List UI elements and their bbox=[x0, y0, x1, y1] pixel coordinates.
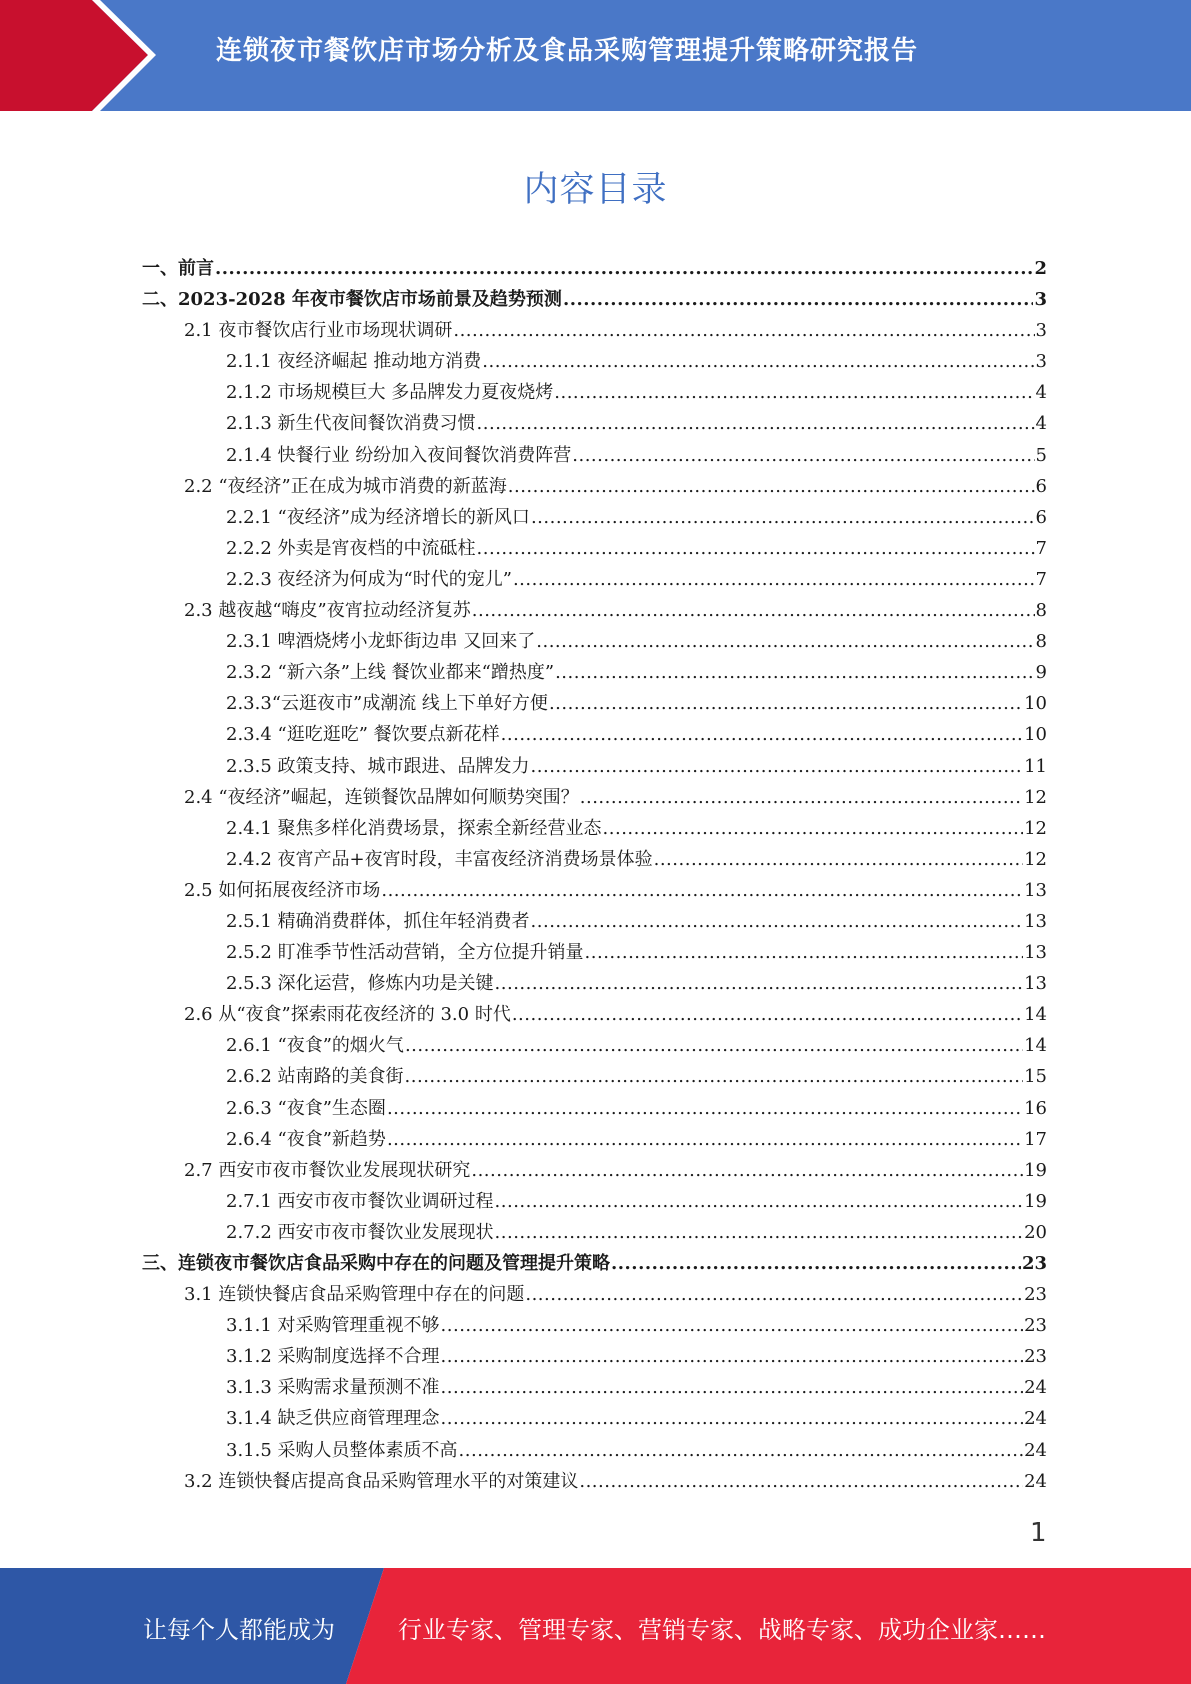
toc-entry[interactable] bbox=[0, 346, 1191, 377]
footer-slogan-left: 让每个人都能成为 bbox=[143, 1616, 335, 1644]
dot-leader bbox=[512, 999, 1023, 1030]
dot-leader bbox=[387, 1093, 1023, 1124]
toc-entry[interactable] bbox=[0, 1124, 1191, 1155]
header-band bbox=[0, 0, 1191, 111]
dot-leader bbox=[579, 1466, 1023, 1497]
toc-entry-label: 2.3.2 “新六条”上线 餐饮业都来“蹭热度” bbox=[226, 662, 555, 684]
toc-entry-label: 2.2.1 “夜经济”成为经济增长的新风口 bbox=[226, 506, 530, 528]
toc-entry-page: 23 bbox=[1021, 1253, 1047, 1274]
toc-entry-label: 2.6 从“夜食”探索雨花夜经济的 3.0 时代 bbox=[184, 1004, 511, 1026]
toc-entry-label: 二、2023-2028 年夜市餐饮店市场前景及趋势预测 bbox=[142, 289, 562, 311]
toc-entry-label: 2.1.3 新生代夜间餐饮消费习惯 bbox=[226, 413, 476, 435]
dot-leader bbox=[471, 1155, 1023, 1186]
toc-entry[interactable] bbox=[0, 1030, 1191, 1061]
toc-entry-page: 4 bbox=[1035, 413, 1047, 435]
toc-entry-label: 3.1 连锁快餐店食品采购管理中存在的问题 bbox=[184, 1284, 525, 1306]
toc-entry[interactable] bbox=[0, 906, 1191, 937]
toc-entry-label: 2.3.3“云逛夜市”成潮流 线上下单好方便 bbox=[226, 693, 548, 715]
toc-entry-page: 12 bbox=[1024, 817, 1047, 839]
toc-entry[interactable] bbox=[0, 751, 1191, 782]
toc-entry-page: 16 bbox=[1024, 1097, 1047, 1119]
toc-entry[interactable] bbox=[0, 1372, 1191, 1403]
toc-entry[interactable] bbox=[0, 875, 1191, 906]
dot-leader bbox=[554, 377, 1034, 408]
dot-leader bbox=[495, 1186, 1024, 1217]
toc-entry-page: 5 bbox=[1035, 444, 1047, 466]
toc-entry[interactable] bbox=[0, 1403, 1191, 1434]
dot-leader bbox=[525, 1279, 1023, 1310]
toc-entry[interactable] bbox=[0, 782, 1191, 813]
dot-leader bbox=[572, 440, 1034, 471]
toc-entry-page: 3 bbox=[1035, 320, 1047, 342]
toc-entry[interactable] bbox=[0, 533, 1191, 564]
toc-entry[interactable] bbox=[0, 1341, 1191, 1372]
toc-entry-page: 20 bbox=[1024, 1221, 1047, 1243]
toc-entry[interactable] bbox=[0, 626, 1191, 657]
report-title: 连锁夜市餐饮店市场分析及食品采购管理提升策略研究报告 bbox=[216, 36, 919, 66]
toc-entry-page: 19 bbox=[1024, 1159, 1047, 1181]
toc-entry[interactable] bbox=[0, 315, 1191, 346]
toc-entry-label: 3.1.4 缺乏供应商管理理念 bbox=[226, 1408, 440, 1430]
dot-leader bbox=[441, 1372, 1024, 1403]
toc-entry[interactable] bbox=[0, 595, 1191, 626]
toc-entry[interactable] bbox=[0, 1061, 1191, 1092]
toc-entry-page: 14 bbox=[1024, 1004, 1047, 1026]
toc-entry-label: 2.4.1 聚焦多样化消费场景，探索全新经营业态 bbox=[226, 817, 602, 839]
toc-entry-label: 2.1.4 快餐行业 纷纷加入夜间餐饮消费阵营 bbox=[226, 444, 572, 466]
toc-entry-page: 23 bbox=[1024, 1284, 1047, 1306]
toc-entry-label: 3.1.3 采购需求量预测不准 bbox=[226, 1377, 440, 1399]
toc-entry-label: 2.6.3 “夜食”生态圈 bbox=[226, 1097, 386, 1119]
dot-leader bbox=[477, 408, 1035, 439]
toc-entry[interactable] bbox=[0, 377, 1191, 408]
toc-entry-label: 2.3.1 啤酒烧烤小龙虾街边串 又回来了 bbox=[226, 631, 536, 653]
dot-leader bbox=[536, 626, 1034, 657]
toc-entry[interactable] bbox=[0, 502, 1191, 533]
toc-entry[interactable] bbox=[0, 813, 1191, 844]
toc-entry-page: 10 bbox=[1024, 724, 1047, 746]
toc-entry-page: 12 bbox=[1024, 786, 1047, 808]
toc-entry-page: 10 bbox=[1024, 693, 1047, 715]
toc-entry-page: 13 bbox=[1024, 879, 1047, 901]
toc-entry-page: 24 bbox=[1024, 1408, 1047, 1430]
toc-entry-page: 6 bbox=[1035, 475, 1047, 497]
toc-entry[interactable] bbox=[0, 844, 1191, 875]
dot-leader bbox=[387, 1124, 1023, 1155]
toc-entry-page: 9 bbox=[1035, 662, 1047, 684]
toc-entry-page: 14 bbox=[1024, 1035, 1047, 1057]
toc-entry-label: 2.3 越夜越“嗨皮”夜宵拉动经济复苏 bbox=[184, 600, 471, 622]
toc-entry-page: 3 bbox=[1035, 351, 1047, 373]
toc-entry-label: 2.6.4 “夜食”新趋势 bbox=[226, 1128, 386, 1150]
toc-entry-page: 23 bbox=[1024, 1346, 1047, 1368]
dot-leader bbox=[531, 906, 1024, 937]
toc-entry-page: 15 bbox=[1024, 1066, 1047, 1088]
dot-leader bbox=[381, 875, 1023, 906]
toc-entry-page: 7 bbox=[1035, 537, 1047, 559]
toc-entry[interactable] bbox=[0, 999, 1191, 1030]
toc-entry[interactable] bbox=[0, 1466, 1191, 1497]
toc-entry[interactable] bbox=[0, 1435, 1191, 1466]
toc-entry-page: 11 bbox=[1024, 755, 1047, 777]
toc-entry-label: 2.3.5 政策支持、城市跟进、品牌发力 bbox=[226, 755, 530, 777]
toc-entry-label: 3.2 连锁快餐店提高食品采购管理水平的对策建议 bbox=[184, 1470, 579, 1492]
toc-entry-label: 2.7.1 西安市夜市餐饮业调研过程 bbox=[226, 1190, 494, 1212]
toc-entry[interactable] bbox=[0, 471, 1191, 502]
dot-leader bbox=[580, 782, 1023, 813]
toc-entry[interactable] bbox=[0, 1279, 1191, 1310]
toc-entry-label: 2.5.1 精确消费群体，抓住年轻消费者 bbox=[226, 910, 530, 932]
toc-entry-page: 3 bbox=[1034, 289, 1047, 311]
dot-leader bbox=[654, 844, 1023, 875]
toc-entry-label: 2.5.3 深化运营，修炼内功是关键 bbox=[226, 973, 494, 995]
toc-entry[interactable] bbox=[0, 1155, 1191, 1186]
header-arrow-decoration bbox=[0, 0, 160, 111]
toc-entry-page: 12 bbox=[1024, 848, 1047, 870]
toc-entry[interactable] bbox=[0, 408, 1191, 439]
dot-leader bbox=[441, 1310, 1024, 1341]
dot-leader bbox=[508, 471, 1035, 502]
dot-leader bbox=[495, 1217, 1024, 1248]
toc-entry[interactable] bbox=[0, 1248, 1191, 1279]
dot-leader bbox=[531, 751, 1024, 782]
dot-leader bbox=[555, 657, 1034, 688]
toc-entry-label: 2.1.2 市场规模巨大 多品牌发力夏夜烧烤 bbox=[226, 382, 554, 404]
toc-entry-label: 2.1 夜市餐饮店行业市场现状调研 bbox=[184, 320, 453, 342]
dot-leader bbox=[482, 346, 1034, 377]
toc-entry-label: 2.6.1 “夜食”的烟火气 bbox=[226, 1035, 404, 1057]
toc-entry-label: 2.4.2 夜宵产品+夜宵时段，丰富夜经济消费场景体验 bbox=[226, 848, 653, 870]
toc-entry-label: 2.3.4 “逛吃逛吃” 餐饮要点新花样 bbox=[226, 724, 500, 746]
dot-leader bbox=[405, 1061, 1024, 1092]
toc-entry-label: 2.1.1 夜经济崛起 推动地方消费 bbox=[226, 351, 482, 373]
dot-leader bbox=[531, 502, 1035, 533]
toc-entry-label: 三、连锁夜市餐饮店食品采购中存在的问题及管理提升策略 bbox=[142, 1253, 610, 1274]
toc-entry-label: 3.1.5 采购人员整体素质不高 bbox=[226, 1439, 458, 1461]
toc-entry[interactable] bbox=[0, 1217, 1191, 1248]
toc-entry-page: 23 bbox=[1024, 1315, 1047, 1337]
dot-leader bbox=[585, 937, 1024, 968]
toc-entry-page: 24 bbox=[1024, 1377, 1047, 1399]
toc-entry-label: 2.4 “夜经济”崛起，连锁餐饮品牌如何顺势突围？ bbox=[184, 786, 579, 808]
toc-heading: 内容目录 bbox=[523, 170, 668, 210]
dot-leader bbox=[549, 688, 1023, 719]
toc-entry-label: 2.7 西安市夜市餐饮业发展现状研究 bbox=[184, 1159, 471, 1181]
toc-entry-page: 13 bbox=[1024, 910, 1047, 932]
toc-entry[interactable] bbox=[0, 1186, 1191, 1217]
dot-leader bbox=[453, 315, 1034, 346]
toc-entry-label: 2.5.2 盯准季节性活动营销，全方位提升销量 bbox=[226, 942, 584, 964]
footer-band bbox=[0, 1568, 1191, 1684]
toc-entry-page: 6 bbox=[1035, 506, 1047, 528]
toc-entry-page: 24 bbox=[1024, 1439, 1047, 1461]
toc-entry-page: 17 bbox=[1024, 1128, 1047, 1150]
toc-entry[interactable] bbox=[0, 719, 1191, 750]
footer-slogan-right: 行业专家、管理专家、营销专家、战略专家、成功企业家…… bbox=[398, 1616, 1046, 1644]
dot-leader bbox=[611, 1248, 1021, 1279]
toc-entry-label: 2.6.2 站南路的美食街 bbox=[226, 1066, 404, 1088]
toc-entry[interactable] bbox=[0, 564, 1191, 595]
toc-entry-page: 8 bbox=[1035, 600, 1047, 622]
dot-leader bbox=[215, 253, 1033, 284]
toc-entry-label: 3.1.1 对采购管理重视不够 bbox=[226, 1315, 440, 1337]
page-number: 1 bbox=[1030, 1518, 1047, 1548]
toc-entry[interactable] bbox=[0, 688, 1191, 719]
toc-entry[interactable] bbox=[0, 937, 1191, 968]
dot-leader bbox=[563, 284, 1034, 315]
toc-entry-label: 2.2.2 外卖是宵夜档的中流砥柱 bbox=[226, 537, 476, 559]
toc-entry[interactable] bbox=[0, 440, 1191, 471]
toc-entry-label: 3.1.2 采购制度选择不合理 bbox=[226, 1346, 440, 1368]
toc-entry[interactable] bbox=[0, 1310, 1191, 1341]
toc-entry[interactable] bbox=[0, 657, 1191, 688]
toc-entry[interactable] bbox=[0, 1093, 1191, 1124]
toc-entry-page: 8 bbox=[1035, 631, 1047, 653]
toc-entry-page: 2 bbox=[1034, 258, 1047, 279]
toc-entry-label: 2.2 “夜经济”正在成为城市消费的新蓝海 bbox=[184, 475, 507, 497]
dot-leader bbox=[459, 1435, 1024, 1466]
dot-leader bbox=[441, 1403, 1024, 1434]
toc-entry-label: 2.7.2 西安市夜市餐饮业发展现状 bbox=[226, 1221, 494, 1243]
dot-leader bbox=[513, 564, 1035, 595]
dot-leader bbox=[405, 1030, 1023, 1061]
dot-leader bbox=[495, 968, 1024, 999]
dot-leader bbox=[472, 595, 1035, 626]
toc-entry-page: 4 bbox=[1035, 382, 1047, 404]
toc-entry-label: 2.2.3 夜经济为何成为“时代的宠儿” bbox=[226, 568, 512, 590]
toc-entry-page: 19 bbox=[1024, 1190, 1047, 1212]
toc-entry-page: 7 bbox=[1035, 568, 1047, 590]
toc-entry-page: 13 bbox=[1024, 973, 1047, 995]
toc-entry-page: 13 bbox=[1024, 942, 1047, 964]
toc-entry-label: 一、前言 bbox=[142, 258, 214, 279]
dot-leader bbox=[441, 1341, 1024, 1372]
dot-leader bbox=[501, 719, 1023, 750]
toc-entry[interactable] bbox=[0, 253, 1191, 284]
dot-leader bbox=[477, 533, 1035, 564]
toc-entry[interactable] bbox=[0, 284, 1191, 315]
toc-entry-label: 2.5 如何拓展夜经济市场 bbox=[184, 879, 381, 901]
dot-leader bbox=[603, 813, 1024, 844]
toc-entry-page: 24 bbox=[1024, 1470, 1047, 1492]
toc-entry[interactable] bbox=[0, 968, 1191, 999]
table-of-contents bbox=[0, 253, 1191, 1497]
